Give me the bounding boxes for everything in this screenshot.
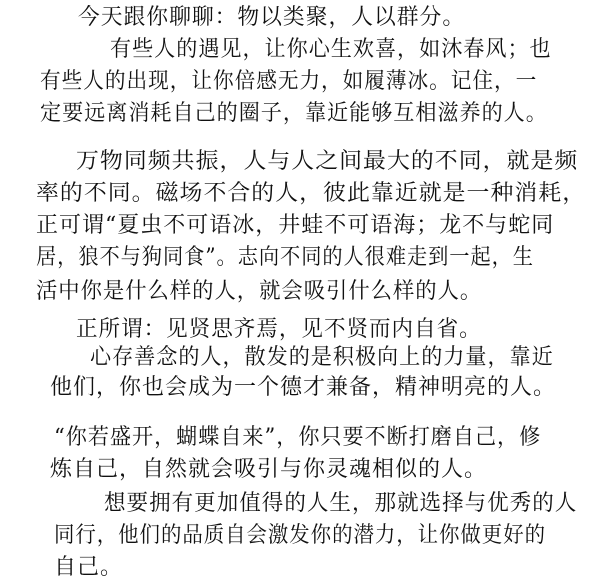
text-line-5: 万物同频共振，人与人之间最大的不同，就是频 <box>76 149 579 174</box>
text-line-13: “你若盛开，蝴蝶自来”，你只要不断打磨自己，修 <box>54 425 542 450</box>
text-line-8: 居，狼不与狗同食”。志向不同的人很难走到一起，生 <box>36 245 534 270</box>
text-line-11: 心存善念的人，散发的是积极向上的力量，靠近 <box>90 345 554 370</box>
text-line-16: 同行，他们的品质自会激发你的潜力，让你做更好的 <box>54 523 546 548</box>
text-line-10: 正所谓：见贤思齐焉，见不贤而内自省。 <box>76 317 482 342</box>
text-line-14: 炼自己，自然就会吸引与你灵魂相似的人。 <box>50 457 488 482</box>
text-line-2: 有些人的遇见，让你心生欢喜，如沐春风；也 <box>110 37 552 62</box>
text-line-1: 今天跟你聊聊：物以类聚，人以群分。 <box>78 5 466 30</box>
text-line-3: 有些人的出现，让你倍感无力，如履薄冰。记住，一 <box>40 69 538 94</box>
text-line-9: 活中你是什么样的人，就会吸引什么样的人。 <box>36 279 483 304</box>
text-line-7: 正可谓“夏虫不可语冰，井蛙不可语海；龙不与蛇同 <box>36 213 555 238</box>
text-line-6: 率的不同。磁场不合的人，彼此靠近就是一种消耗， <box>36 181 587 206</box>
text-line-4: 定要远离消耗自己的圈子，靠近能够互相滋养的人。 <box>40 101 548 126</box>
text-line-12: 他们，你也会成为一个德才兼备，精神明亮的人。 <box>50 375 557 400</box>
text-line-17: 自己。 <box>54 555 124 580</box>
text-line-15: 想要拥有更加值得的人生，那就选择与优秀的人 <box>104 491 578 516</box>
